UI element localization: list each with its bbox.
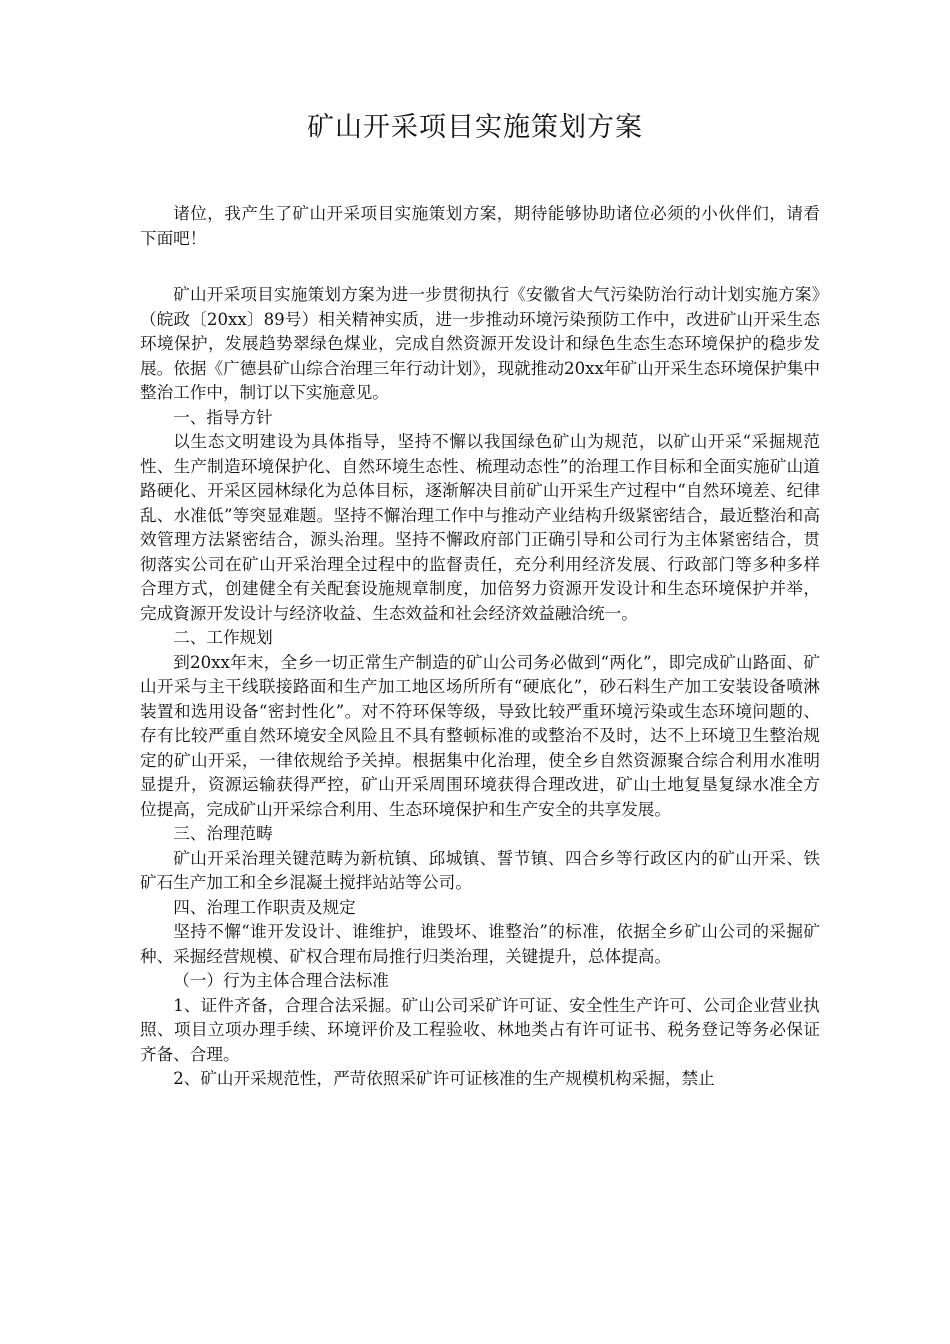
document-body (140, 202, 820, 1092)
responsibilities-paragraph: 坚持不懈“谁开发设计、谁维护，谁毁坏、谁整治”的标准，依据全乡矿山公司的采掘矿种、采掘经营规模、矿权合理布局推行归类治理，关键提升，总体提高。 (140, 922, 820, 966)
subsection-heading-legal-standard: （一）行为主体合理合法标准 (173, 971, 389, 990)
overview-paragraph: 矿山开采项目实施策划方案为进一步贯彻执行《安徽省大气污染防治行动计划实施方案》（皖政〔20xx〕89号）相关精神实质，进一步推动环境污染预防工作中，改进矿山开采生态环境保护，发展趋势翠绿色煤业，完成自然资源开发设计和绿色生态生态环境保护的稳步发展。依据《广德县矿山综合治理三年行动计划》，现就推动20xx年矿山开采生态环境保护集中整治工作中，制订以下实施意见。 (140, 285, 820, 402)
section-heading-scope: 三、治理范畴 (173, 824, 273, 843)
document-title: 矿山开采项目实施策划方案 (307, 112, 643, 143)
guiding-principle-paragraph: 以生态文明建设为具体指导，坚持不懈以我国绿色矿山为规范，以矿山开采“采掘规范性、生产制造环境保护化、自然环境生态性、梳理动态性”的治理工作目标和全面实施矿山道路硬化、开采区园林绿化为总体目标，逐渐解决目前矿山开采生产过程中“自然环境差、纪律乱、水准低”等突显难题。坚持不懈治理工作中与推动产业结构升级紧密结合，最近整治和高效管理方法紧密结合，源头治理。坚持不懈政府部门正确引导和公司行为主体紧密结合，贯彻落实公司在矿山开采治理全过程中的监督责任，充分利用经济发展、行政部门等多种多样合理方式，创建健全有关配套设施规章制度，加倍努力资源开发设计和生态环境保护并举，完成資源开发设计与经济收益、生态效益和社会经济效益融洽统一。 (140, 432, 820, 623)
scope-paragraph: 矿山开采治理关键范畴为新杭镇、邱城镇、誓节镇、四合乡等行政区内的矿山开采、铁矿石生产加工和全乡混凝土搅拌站站等公司。 (140, 848, 820, 892)
list-item-mining-standard: 2、矿山开采规范性，严苛依照采矿许可证核准的生产规模机构采掘，禁止 (173, 1069, 715, 1088)
intro-paragraph: 诸位，我产生了矿山开采项目实施策划方案，期待能够协助诸位必须的小伙伴们，请看下面吧！ (140, 204, 820, 248)
work-plan-paragraph: 到20xx年末，全乡一切正常生产制造的矿山公司务必做到“两化”，即完成矿山路面、矿山开采与主干线联接路面和生产加工地区场所所有“硬底化”，砂石料生产加工安装设备喷淋装置和选用设备“密封性化”。对不符环保等级，导致比较严重环境污染或生态环境问题的、存有比较严重自然环境安全风险且不具有整顿标准的或整治不及时，达不上环境卫生整治规定的矿山开采，一律依规给予关掉。根据集中化治理，使全乡自然资源聚合综合利用水准明显提升，资源运输获得严控，矿山开采周围环境获得合理改进，矿山土地复垦复绿水准全方位提高，完成矿山开采综合利用、生态环境保护和生产安全的共享发展。 (140, 652, 820, 819)
section-heading-responsibilities: 四、治理工作职责及规定 (173, 897, 356, 917)
list-item-certificates: 1、证件齐备，合理合法采掘。矿山公司采矿许可证、安全性生产许可、公司企业营业执照、项目立项办理手续、环境评价及工程验收、林地类占有许可证书、税务登记等务必保证齐备、合理。 (140, 995, 820, 1064)
section-heading-work-plan: 二、工作规划 (173, 628, 273, 647)
section-heading-guiding-principle: 一、指导方针 (173, 407, 273, 427)
